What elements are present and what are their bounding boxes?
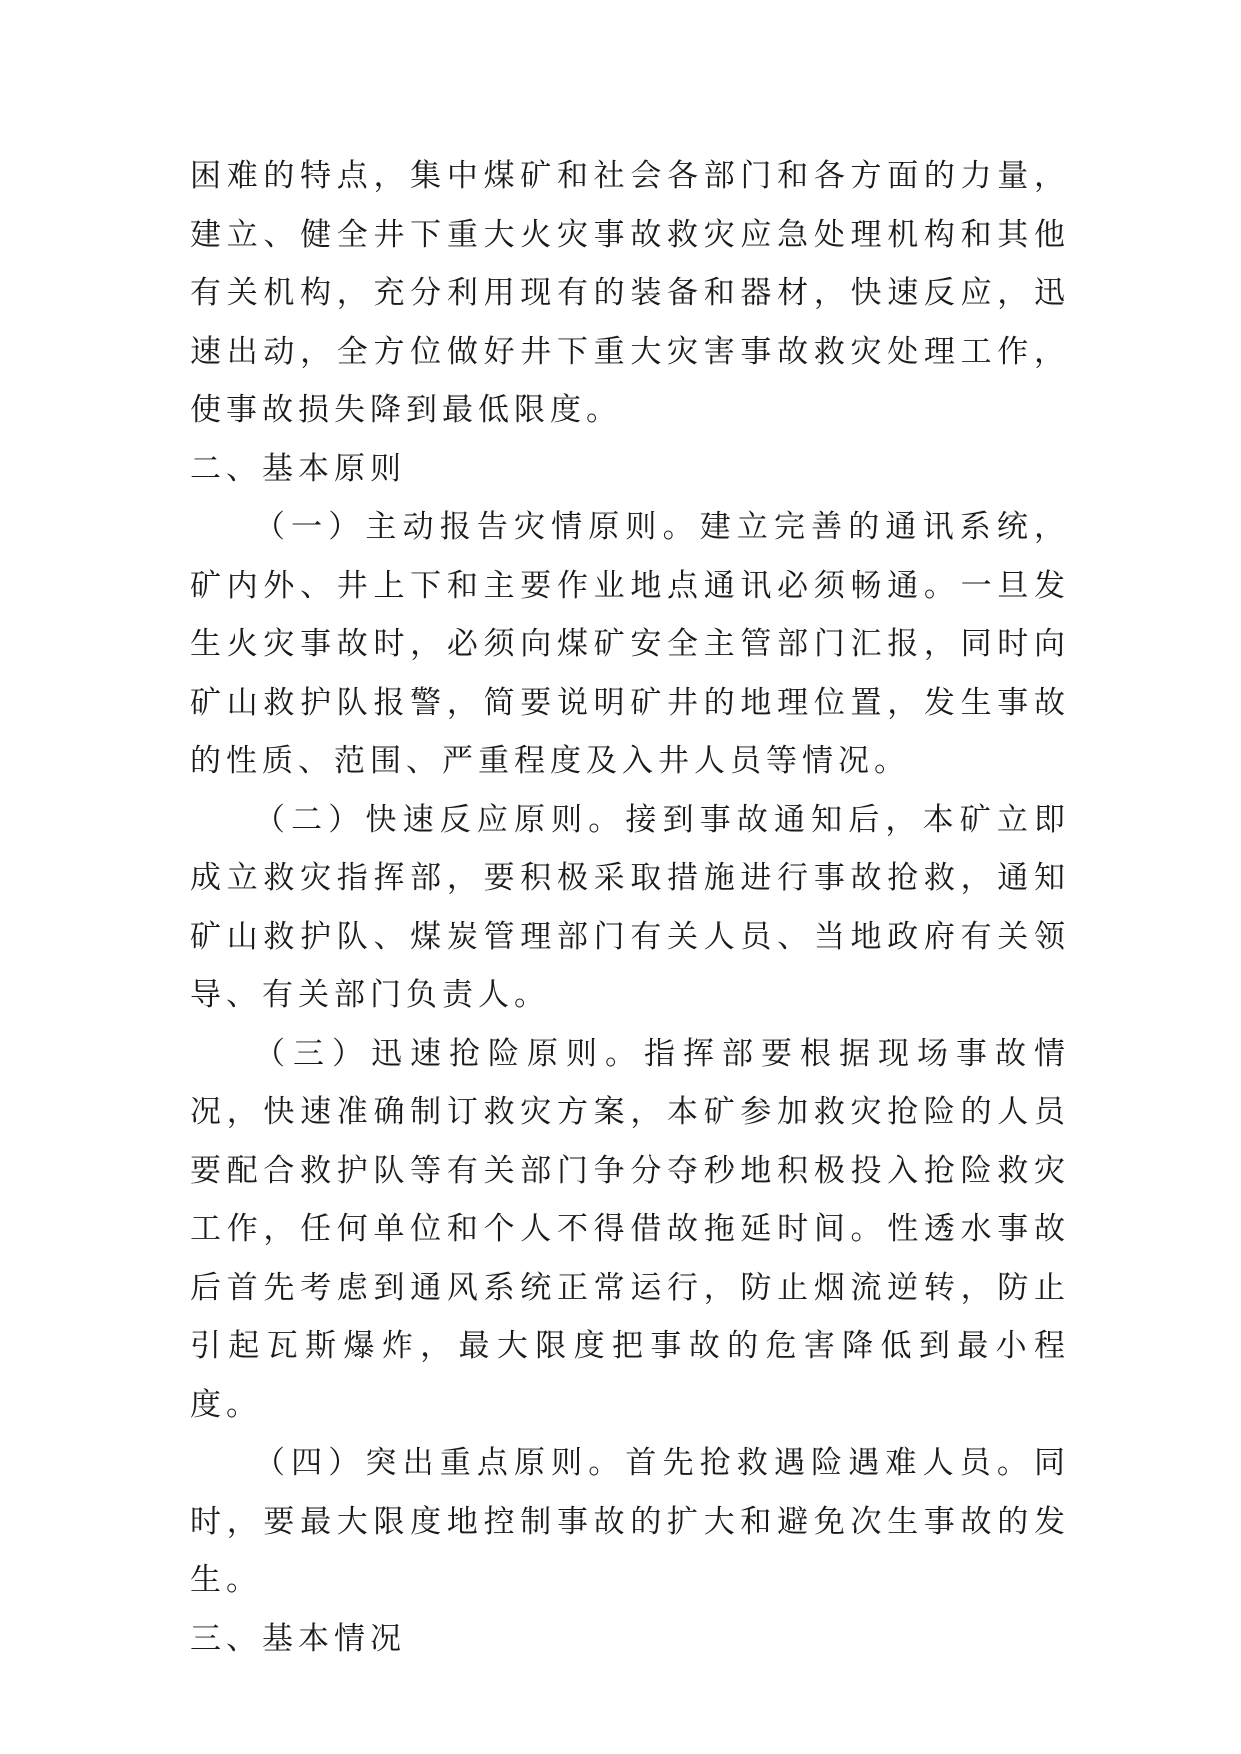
paragraph-principle-4: （四）突出重点原则。首先抢救遇险遇难人员。同时，要最大限度地控制事故的扩大和避免次生事故的发生。 [190,1445,1070,1598]
section-heading-basic-principles: 二、基本原则 [190,450,406,487]
section-heading-basic-situation: 三、基本情况 [190,1620,406,1657]
paragraph-principle-3: （三）迅速抢险原则。指挥部要根据现场事故情况，快速准确制订救灾方案，本矿参加救灾抢险的人员要配合救护队等有关部门争分夺秒地积极投入抢险救灾工作，任何单位和个人不得借故拖延时间。性透水事故后首先考虑到通风系统正常运行，防止烟流逆转，防止 引起瓦斯爆炸，最大限度把事故的危害降低到最小程度。 [190,1035,1070,1423]
document-body [190,147,1070,1668]
paragraph-intro-continued: 困难的特点，集中煤矿和社会各部门和各方面的力量，建立、健全井下重大火灾事故救灾应急处理机构和其他有关机构，充分利用现有的装备和器材，快速反应，迅速出动，全方位做好井下重大灾害事故救灾处理工作，使事故损失降到最低限度。 [190,158,1070,428]
paragraph-principle-1: （一）主动报告灾情原则。建立完善的通讯系统，矿内外、井上下和主要作业地点通讯必须畅通。一旦发生火灾事故时，必须向煤矿安全主管部门汇报，同时向矿山救护队报警，简要说明矿井的地理位置，发生事故的性质、范围、严重程度及入井人员等情况。 [190,509,1070,779]
paragraph-principle-2: （二）快速反应原则。接到事故通知后，本矿立即成立救灾指挥部，要积极采取措施进行事故抢救，通知矿山救护队、煤炭管理部门有关人员、当地政府有关领导、有关部门负责人。 [190,801,1070,1013]
